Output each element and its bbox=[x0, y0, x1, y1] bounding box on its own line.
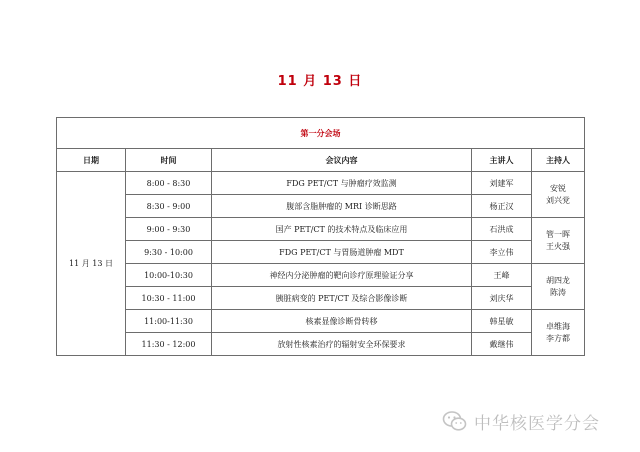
host-name: 王火强 bbox=[546, 241, 571, 251]
time-cell: 11:30 - 12:00 bbox=[126, 333, 212, 356]
header-time: 时间 bbox=[126, 149, 212, 172]
table-row bbox=[57, 287, 585, 310]
watermark-text: 中华核医学分会 bbox=[474, 413, 600, 434]
topic-cell: 国产 PET/CT 的技术特点及临床应用 bbox=[212, 218, 472, 241]
time-cell: 10:00-10:30 bbox=[126, 264, 212, 287]
host-name: 安锐 bbox=[550, 183, 567, 193]
speaker-cell: 刘建军 bbox=[472, 172, 532, 195]
wechat-icon bbox=[442, 408, 468, 434]
host-cell bbox=[532, 264, 585, 310]
header-date: 日期 bbox=[57, 149, 126, 172]
host-name: 卓维海 bbox=[546, 321, 571, 331]
table-row bbox=[57, 310, 585, 333]
speaker-cell: 王峰 bbox=[472, 264, 532, 287]
host-name: 胡四龙 bbox=[546, 275, 571, 285]
session-title: 第一分会场 bbox=[57, 118, 585, 149]
header-host: 主持人 bbox=[532, 149, 585, 172]
speaker-cell: 韩星敏 bbox=[472, 310, 532, 333]
header-content: 会议内容 bbox=[212, 149, 472, 172]
host-name: 刘兴党 bbox=[546, 195, 571, 205]
time-cell: 10:30 - 11:00 bbox=[126, 287, 212, 310]
topic-cell: 核素显像诊断骨转移 bbox=[212, 310, 472, 333]
table-row bbox=[57, 241, 585, 264]
table-row bbox=[57, 264, 585, 287]
date-cell: 11 月 13 日 bbox=[57, 172, 126, 356]
speaker-cell: 杨正汉 bbox=[472, 195, 532, 218]
schedule-table bbox=[56, 117, 585, 356]
table-row bbox=[57, 195, 585, 218]
speaker-cell: 石洪成 bbox=[472, 218, 532, 241]
host-cell bbox=[532, 218, 585, 264]
topic-cell: 腹部含脂肿瘤的 MRI 诊断思路 bbox=[212, 195, 472, 218]
host-cell bbox=[532, 172, 585, 218]
topic-cell: 神经内分泌肿瘤的靶向诊疗原理验证分享 bbox=[212, 264, 472, 287]
session-row bbox=[57, 118, 585, 149]
page-title: 11 月 13 日 bbox=[277, 74, 363, 89]
host-name: 管一晖 bbox=[546, 229, 571, 239]
table-row bbox=[57, 333, 585, 356]
speaker-cell: 戴继伟 bbox=[472, 333, 532, 356]
time-cell: 8:30 - 9:00 bbox=[126, 195, 212, 218]
table-row bbox=[57, 172, 585, 195]
time-cell: 9:00 - 9:30 bbox=[126, 218, 212, 241]
topic-cell: 胰脏病变的 PET/CT 及综合影像诊断 bbox=[212, 287, 472, 310]
watermark bbox=[442, 406, 632, 436]
topic-cell: FDG PET/CT 与肿瘤疗效监测 bbox=[212, 172, 472, 195]
time-cell: 8:00 - 8:30 bbox=[126, 172, 212, 195]
speaker-cell: 刘庆华 bbox=[472, 287, 532, 310]
topic-cell: FDG PET/CT 与胃肠道肿瘤 MDT bbox=[212, 241, 472, 264]
host-cell bbox=[532, 310, 585, 356]
host-name: 李方都 bbox=[546, 333, 571, 343]
table-row bbox=[57, 218, 585, 241]
topic-cell: 放射性核素治疗的辐射安全环保要求 bbox=[212, 333, 472, 356]
host-name: 陈涛 bbox=[550, 287, 567, 297]
time-cell: 11:00-11:30 bbox=[126, 310, 212, 333]
time-cell: 9:30 - 10:00 bbox=[126, 241, 212, 264]
header-row bbox=[57, 149, 585, 172]
speaker-cell: 李立伟 bbox=[472, 241, 532, 264]
header-speaker: 主讲人 bbox=[472, 149, 532, 172]
